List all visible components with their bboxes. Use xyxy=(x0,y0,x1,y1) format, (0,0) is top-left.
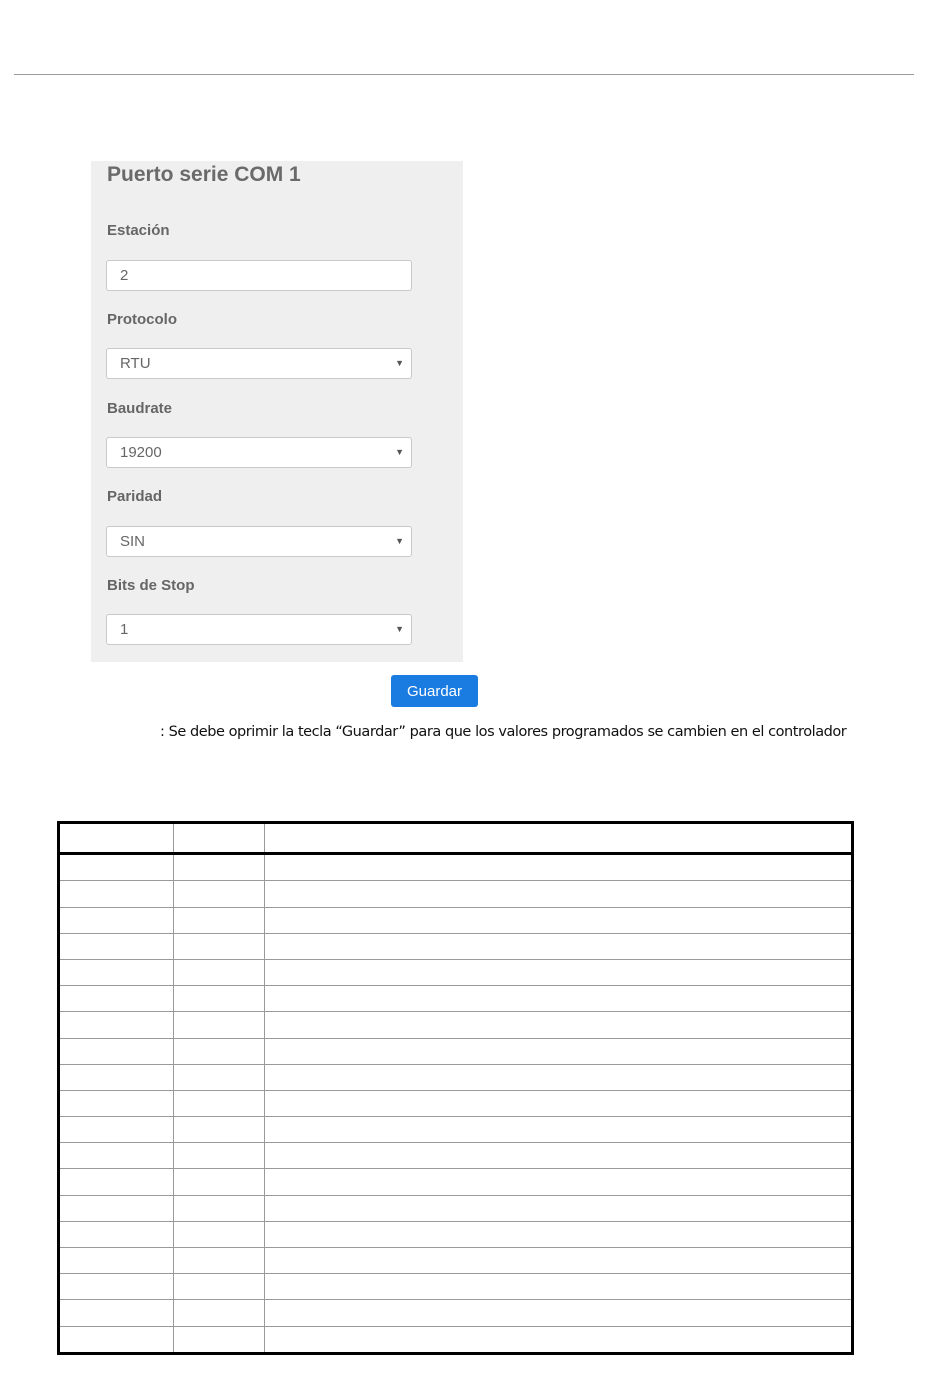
parity-label: Paridad xyxy=(107,488,163,505)
table-row xyxy=(60,1143,851,1169)
table-cell xyxy=(60,1090,174,1116)
station-label: Estación xyxy=(107,222,170,239)
table-row xyxy=(60,1326,851,1352)
table-cell xyxy=(265,959,852,985)
protocol-label: Protocolo xyxy=(107,311,177,328)
table-cell xyxy=(265,1221,852,1247)
table-grid xyxy=(60,824,851,1352)
table-row xyxy=(60,1038,851,1064)
table-row xyxy=(60,986,851,1012)
table-cell xyxy=(60,1221,174,1247)
table-cell xyxy=(265,1064,852,1090)
table-row xyxy=(60,1221,851,1247)
table-cell xyxy=(60,1143,174,1169)
baudrate-select[interactable] xyxy=(106,437,412,468)
table-cell xyxy=(265,1300,852,1326)
table-row xyxy=(60,1117,851,1143)
table-cell xyxy=(265,1274,852,1300)
table-row xyxy=(60,1248,851,1274)
caret-down-icon: ▼ xyxy=(395,536,404,546)
table-cell xyxy=(60,1274,174,1300)
stop-bits-select[interactable] xyxy=(106,614,412,645)
stop-bits-label: Bits de Stop xyxy=(107,577,195,594)
table-cell xyxy=(265,1038,852,1064)
table-row xyxy=(60,933,851,959)
table-cell xyxy=(265,1248,852,1274)
table-row xyxy=(60,881,851,907)
table-cell xyxy=(60,881,174,907)
stop-bits-selected-value: 1 xyxy=(120,621,129,638)
table-row xyxy=(60,1195,851,1221)
table-cell xyxy=(265,1326,852,1352)
table-cell xyxy=(265,986,852,1012)
baudrate-label: Baudrate xyxy=(107,400,173,417)
table-cell xyxy=(60,933,174,959)
table-cell xyxy=(265,1012,852,1038)
table-cell xyxy=(265,854,852,881)
top-divider xyxy=(14,74,914,75)
table-cell xyxy=(174,1143,265,1169)
table-cell xyxy=(174,1221,265,1247)
table-cell xyxy=(60,1195,174,1221)
table-cell xyxy=(60,1326,174,1352)
table-cell xyxy=(174,1090,265,1116)
table-cell xyxy=(60,854,174,881)
table-cell xyxy=(265,907,852,933)
blank-table xyxy=(57,821,854,1355)
table-row xyxy=(60,907,851,933)
table-cell xyxy=(60,1248,174,1274)
table-cell xyxy=(174,1038,265,1064)
save-button[interactable]: Guardar xyxy=(391,675,478,707)
table-header-row xyxy=(60,824,851,854)
table-cell xyxy=(174,854,265,881)
table-cell xyxy=(60,1117,174,1143)
table-cell xyxy=(265,1195,852,1221)
protocol-select[interactable] xyxy=(106,348,412,379)
table-cell xyxy=(60,1038,174,1064)
table-cell xyxy=(60,1300,174,1326)
baudrate-selected-value: 19200 xyxy=(120,444,162,461)
table-cell xyxy=(174,881,265,907)
table-cell xyxy=(174,1274,265,1300)
caret-down-icon: ▼ xyxy=(395,358,404,368)
table-cell xyxy=(174,907,265,933)
table-cell xyxy=(174,1012,265,1038)
caret-down-icon: ▼ xyxy=(395,447,404,457)
table-cell xyxy=(174,824,265,854)
table-row xyxy=(60,1300,851,1326)
table-cell xyxy=(265,1090,852,1116)
table-row xyxy=(60,1012,851,1038)
table-cell xyxy=(265,881,852,907)
table-cell xyxy=(265,1117,852,1143)
save-instruction-note: : Se debe oprimir la tecla “Guardar” para que los valores programados se cambien en el controlador xyxy=(160,724,847,740)
table-cell xyxy=(174,933,265,959)
station-field[interactable] xyxy=(106,260,412,291)
table-cell xyxy=(174,1326,265,1352)
table-cell xyxy=(174,1169,265,1195)
parity-select[interactable] xyxy=(106,526,412,557)
table-cell xyxy=(265,933,852,959)
table-cell xyxy=(174,1064,265,1090)
parity-selected-value: SIN xyxy=(120,533,146,550)
station-input[interactable] xyxy=(107,261,411,290)
table-cell xyxy=(174,959,265,985)
table-cell xyxy=(174,1300,265,1326)
caret-down-icon: ▼ xyxy=(395,624,404,634)
table-cell xyxy=(265,1169,852,1195)
table-row xyxy=(60,1090,851,1116)
panel-title: Puerto serie COM 1 xyxy=(107,163,301,186)
table-row xyxy=(60,1064,851,1090)
table-row xyxy=(60,854,851,881)
table-cell xyxy=(174,1248,265,1274)
table-cell xyxy=(174,1117,265,1143)
table-cell xyxy=(265,824,852,854)
table-row xyxy=(60,959,851,985)
table-cell xyxy=(265,1143,852,1169)
table-cell xyxy=(174,986,265,1012)
table-cell xyxy=(60,907,174,933)
table-row xyxy=(60,1169,851,1195)
table-cell xyxy=(174,1195,265,1221)
table-cell xyxy=(60,824,174,854)
table-row xyxy=(60,1274,851,1300)
table-cell xyxy=(60,1169,174,1195)
table-cell xyxy=(60,959,174,985)
table-cell xyxy=(60,986,174,1012)
table-cell xyxy=(60,1064,174,1090)
com1-settings-panel xyxy=(91,161,463,662)
protocol-selected-value: RTU xyxy=(120,355,151,372)
table-cell xyxy=(60,1012,174,1038)
